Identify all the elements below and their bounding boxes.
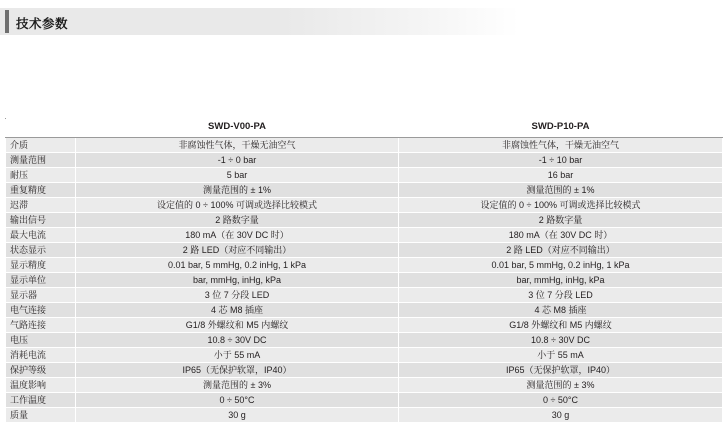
- table-row: [6, 183, 723, 198]
- row-label: 最大电流: [6, 228, 76, 243]
- table-row: [6, 393, 723, 408]
- row-value-model-2: 小于 55 mA: [399, 348, 723, 363]
- row-value-model-1: -1 ÷ 0 bar: [76, 153, 399, 168]
- row-value-model-1: 180 mA（在 30V DC 时）: [76, 228, 399, 243]
- section-header-band: [0, 8, 519, 35]
- row-value-model-2: 16 bar: [399, 168, 723, 183]
- row-label: 电压: [6, 333, 76, 348]
- table-row: [6, 273, 723, 288]
- row-value-model-2: 180 mA（在 30V DC 时）: [399, 228, 723, 243]
- row-value-model-1: G1/8 外螺纹和 M5 内螺纹: [76, 318, 399, 333]
- row-label: 工作温度: [6, 393, 76, 408]
- row-label: 显示单位: [6, 273, 76, 288]
- row-value-model-2: 非腐蚀性气体，干燥无油空气: [399, 138, 723, 153]
- table-row: [6, 243, 723, 258]
- row-label: 迟滞: [6, 198, 76, 213]
- row-value-model-2: 30 g: [399, 408, 723, 423]
- table-row: [6, 198, 723, 213]
- row-label: 显示器: [6, 288, 76, 303]
- column-header-model-2: SWD-P10-PA: [399, 118, 723, 138]
- table-body: [6, 138, 723, 423]
- row-label: 介质: [6, 138, 76, 153]
- row-value-model-2: 测量范围的 ± 1%: [399, 183, 723, 198]
- row-label: 耐压: [6, 168, 76, 183]
- row-value-model-1: bar, mmHg, inHg, kPa: [76, 273, 399, 288]
- row-label: 输出信号: [6, 213, 76, 228]
- row-value-model-2: 测量范围的 ± 3%: [399, 378, 723, 393]
- row-value-model-1: 设定值的 0 ÷ 100% 可调或选择比较模式: [76, 198, 399, 213]
- row-label: 显示精度: [6, 258, 76, 273]
- page-title: 技术参数: [16, 17, 69, 31]
- row-value-model-2: 10.8 ÷ 30V DC: [399, 333, 723, 348]
- table-row: [6, 288, 723, 303]
- table-row: [6, 258, 723, 273]
- table-header-row: [6, 118, 723, 138]
- row-value-model-1: 10.8 ÷ 30V DC: [76, 333, 399, 348]
- table-row: [6, 138, 723, 153]
- row-value-model-1: 小于 55 mA: [76, 348, 399, 363]
- row-label: 消耗电流: [6, 348, 76, 363]
- row-label: 重复精度: [6, 183, 76, 198]
- row-value-model-1: 3 位 7 分段 LED: [76, 288, 399, 303]
- row-label: 气路连接: [6, 318, 76, 333]
- row-value-model-2: 4 芯 M8 插座: [399, 303, 723, 318]
- row-value-model-2: 设定值的 0 ÷ 100% 可调或选择比较模式: [399, 198, 723, 213]
- row-value-model-2: 0.01 bar, 5 mmHg, 0.2 inHg, 1 kPa: [399, 258, 723, 273]
- table-row: [6, 228, 723, 243]
- table-row: [6, 153, 723, 168]
- specifications-table: [5, 118, 723, 423]
- row-value-model-2: IP65（无保护软罩，IP40）: [399, 363, 723, 378]
- table-row: [6, 318, 723, 333]
- row-value-model-1: 测量范围的 ± 1%: [76, 183, 399, 198]
- row-value-model-1: 测量范围的 ± 3%: [76, 378, 399, 393]
- row-label: 状态显示: [6, 243, 76, 258]
- row-value-model-1: 0 ÷ 50°C: [76, 393, 399, 408]
- table-row: [6, 378, 723, 393]
- row-label: 电气连接: [6, 303, 76, 318]
- table-header: [6, 118, 723, 138]
- row-value-model-2: 2 路数字量: [399, 213, 723, 228]
- row-value-model-1: 非腐蚀性气体，干燥无油空气: [76, 138, 399, 153]
- table-row: [6, 333, 723, 348]
- row-value-model-2: 3 位 7 分段 LED: [399, 288, 723, 303]
- row-value-model-1: 4 芯 M8 插座: [76, 303, 399, 318]
- table-row: [6, 168, 723, 183]
- table-row: [6, 363, 723, 378]
- table-row: [6, 348, 723, 363]
- row-label: 温度影响: [6, 378, 76, 393]
- row-label: 质量: [6, 408, 76, 423]
- column-header-blank: [6, 118, 76, 138]
- row-value-model-2: 0 ÷ 50°C: [399, 393, 723, 408]
- row-label: 保护等级: [6, 363, 76, 378]
- row-value-model-1: 30 g: [76, 408, 399, 423]
- row-value-model-1: 0.01 bar, 5 mmHg, 0.2 inHg, 1 kPa: [76, 258, 399, 273]
- row-value-model-1: 5 bar: [76, 168, 399, 183]
- row-value-model-2: bar, mmHg, inHg, kPa: [399, 273, 723, 288]
- table-row: [6, 213, 723, 228]
- table-row: [6, 408, 723, 423]
- column-header-model-1: SWD-V00-PA: [76, 118, 399, 138]
- row-label: 测量范围: [6, 153, 76, 168]
- section-header-accent-bar: [5, 10, 9, 33]
- table-row: [6, 303, 723, 318]
- row-value-model-1: 2 路数字量: [76, 213, 399, 228]
- row-value-model-2: 2 路 LED（对应不同输出）: [399, 243, 723, 258]
- row-value-model-2: -1 ÷ 10 bar: [399, 153, 723, 168]
- row-value-model-1: IP65（无保护软罩，IP40）: [76, 363, 399, 378]
- row-value-model-2: G1/8 外螺纹和 M5 内螺纹: [399, 318, 723, 333]
- row-value-model-1: 2 路 LED（对应不同输出）: [76, 243, 399, 258]
